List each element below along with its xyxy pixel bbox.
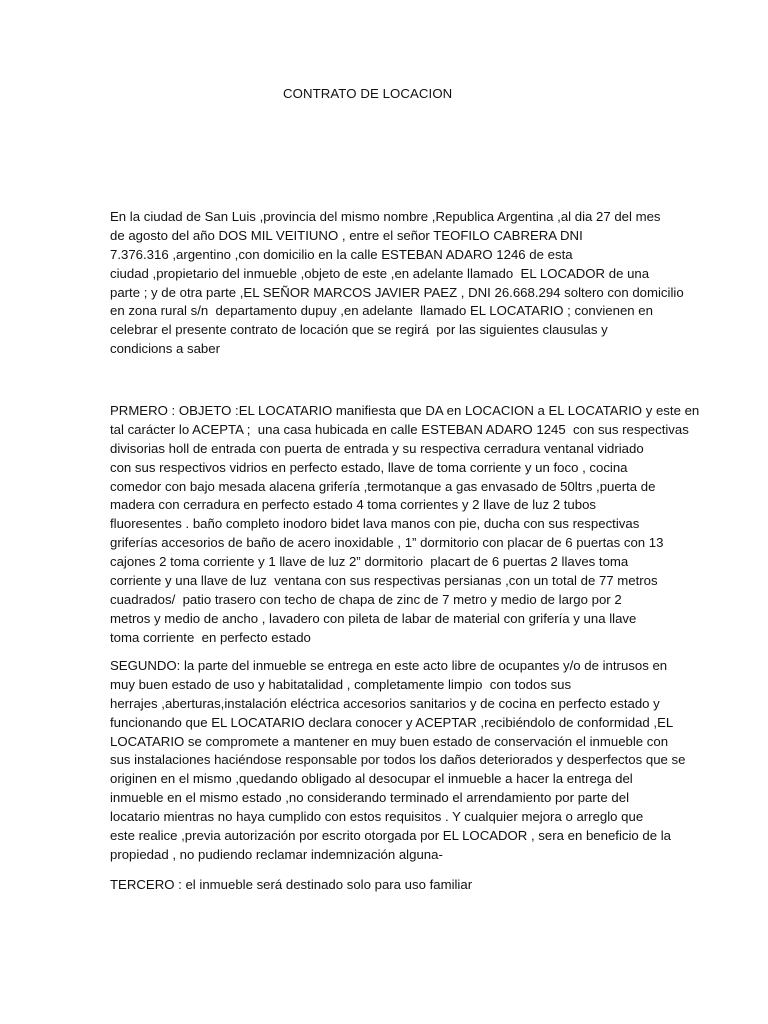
text-line: parte ; y de otra parte ,EL SEÑOR MARCOS JAVIER PAEZ , DNI 26.668.294 soltero con domicilio <box>110 284 684 300</box>
text-line: sus instalaciones haciéndose responsable por todos los daños deteriorados y desperfectos que se <box>110 752 686 768</box>
text-line: condicions a saber <box>110 341 220 357</box>
text-line: toma corriente en perfecto estado <box>110 629 311 645</box>
text-line: cuadrados/ patio trasero con techo de chapa de zinc de 7 metro y medio de largo por 2 <box>110 591 622 607</box>
text-line: tal carácter lo ACEPTA ; una casa hubicada en calle ESTEBAN ADARO 1245 con sus respectivas <box>110 421 689 437</box>
text-line: madera con cerradura en perfecto estado 4 toma corrientes y 2 llave de luz 2 tubos <box>110 497 597 513</box>
text-line: comedor con bajo mesada alacena grifería ,termotanque a gas envasado de 50ltrs ,puerta de <box>110 478 656 494</box>
text-line: SEGUNDO: la parte del inmueble se entrega en este acto libre de ocupantes y/o de intrusos en <box>110 658 668 673</box>
text-line: muy buen estado de uso y habitatalidad , completamente limpio con todos sus <box>110 676 572 692</box>
text-line: PRMERO : OBJETO :EL LOCATARIO manifiesta que DA en LOCACION a EL LOCATARIO y este en <box>110 403 700 418</box>
text-line: griferías accesorios de baño de acero inoxidable , 1” dormitorio con placar de 6 puertas con 13 <box>110 535 664 551</box>
paragraph-tercero <box>110 876 662 895</box>
text-line: corriente y una llave de luz ventana con sus respectivas persianas ,con un total de 77 metros <box>110 573 658 589</box>
text-line: En la ciudad de San Luis ,provincia del mismo nombre ,Republica Argentina ,al dia 27 del mes <box>110 209 661 224</box>
paragraph-segundo <box>110 657 686 865</box>
text-line: inmueble en el mismo estado ,no considerando terminado el arrendamiento por parte del <box>110 790 630 806</box>
document-title: CONTRATO DE LOCACION <box>283 86 453 101</box>
text-line: locatario mientras no haya cumplido con estos requisitos . Y cualquier mejora o arreglo que <box>110 809 644 825</box>
paragraph-primero <box>110 402 700 648</box>
text-line: este realice ,previa autorización por escrito otorgada por EL LOCADOR , sera en beneficio de la <box>110 828 672 844</box>
text-line: con sus respectivos vidrios en perfecto estado, llave de toma corriente y un foco , cocina <box>110 459 628 475</box>
text-line: celebrar el presente contrato de locación que se regirá por las siguientes clausulas y <box>110 322 608 338</box>
text-line: divisorias holl de entrada con puerta de entrada y su respectiva cerradura ventanal vidriado <box>110 440 644 456</box>
paragraph-intro <box>110 208 684 359</box>
text-line: ciudad ,propietario del inmueble ,objeto de este ,en adelante llamado EL LOCADOR de una <box>110 265 650 281</box>
text-line: originen en el mismo ,quedando obligado al desocupar el inmueble a hacer la entrega del <box>110 771 633 787</box>
text-line: metros y medio de ancho , lavadero con pileta de labar de material con grifería y una llave <box>110 610 637 626</box>
text-line: en zona rural s/n departamento dupuy ,en adelante llamado EL LOCATARIO ; convienen en <box>110 303 653 319</box>
text-line: fluoresentes . baño completo inodoro bidet lava manos con pie, ducha con sus respectivas <box>110 516 640 532</box>
text-line: herrajes ,aberturas,instalación eléctrica accesorios sanitarios y de cocina en perfecto estado y <box>110 695 660 711</box>
text-line: LOCATARIO se compromete a mantener en muy buen estado de conservación el inmueble con <box>110 733 669 749</box>
text-line: funcionando que EL LOCATARIO declara conocer y ACEPTAR ,recibiéndolo de conformidad ,EL <box>110 714 674 730</box>
text-line: cajones 2 toma corriente y 1 llave de luz 2” dormitorio placart de 6 puertas 2 llaves toma <box>110 554 629 570</box>
text-line: propiedad , no pudiendo reclamar indemnización alguna- <box>110 846 443 862</box>
text-line: de agosto del año DOS MIL VEITIUNO , entre el señor TEOFILO CABRERA DNI <box>110 227 583 243</box>
text-line: 7.376.316 ,argentino ,con domicilio en la calle ESTEBAN ADARO 1246 de esta <box>110 246 573 262</box>
text-line: TERCERO : el inmueble será destinado solo para uso familiar <box>110 877 473 892</box>
